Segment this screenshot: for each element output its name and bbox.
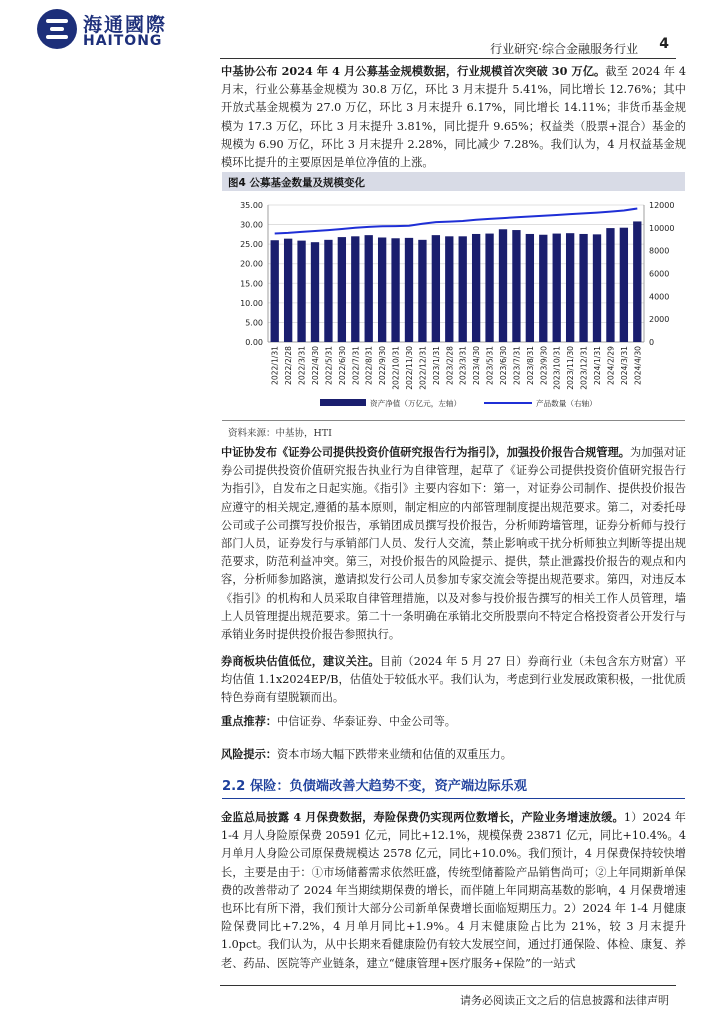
bar [485, 234, 493, 342]
x-tick-label: 2024/4/30 [633, 346, 643, 385]
x-tick-label: 2023/2/28 [445, 346, 455, 385]
bar [459, 236, 467, 342]
y-tick-label-left: 35.00 [240, 201, 263, 210]
x-tick-label: 2023/8/31 [525, 346, 535, 385]
y-tick-label-right: 8000 [649, 246, 670, 256]
footer-disclaimer: 请务必阅读正文之后的信息披露和法律声明 [460, 994, 669, 1007]
bar [472, 234, 480, 342]
bar [324, 240, 332, 342]
legend-label-line: 产品数量（右轴） [536, 399, 597, 408]
paragraph-risk [221, 745, 686, 764]
logo-english-text: HAITONG [83, 33, 163, 49]
header-title: 行业研究·综合金融服务行业 [490, 42, 638, 56]
x-tick-label: 2022/2/28 [284, 346, 294, 385]
logo-chinese-text: 海通國際 [83, 14, 168, 36]
page-number: 4 [659, 36, 669, 52]
bar [405, 238, 413, 342]
bar [512, 230, 520, 342]
bar [633, 221, 641, 342]
bar [365, 235, 373, 342]
section-heading [222, 775, 685, 797]
bar [499, 229, 507, 342]
x-tick-label: 2022/9/30 [378, 346, 388, 385]
paragraph-recommendation [221, 712, 686, 731]
y-tick-label-right: 6000 [649, 269, 670, 279]
header-divider [220, 58, 676, 59]
legend-label-bar: 资产净值（万亿元，左轴） [370, 399, 462, 408]
fund-scale-chart [222, 192, 685, 418]
bar [445, 236, 453, 342]
x-tick-label: 2023/12/31 [579, 346, 589, 390]
figure-source: 资料来源：中基协，HTI [228, 428, 332, 439]
paragraph-body: 中信证券、华泰证券、中金公司等。 [276, 715, 456, 728]
bar [526, 234, 534, 342]
bar [593, 234, 601, 342]
figure-title: 图4 公募基金数量及规模变化 [228, 177, 365, 189]
x-tick-label: 2022/8/31 [364, 346, 374, 385]
paragraph-research-guideline [221, 443, 686, 644]
bar [338, 237, 346, 342]
paragraph-lead: 券商板块估值低位，建议关注。 [221, 654, 380, 668]
x-tick-label: 2023/3/31 [458, 346, 468, 385]
x-tick-label: 2024/1/31 [593, 346, 602, 385]
y-tick-label-left: 10.00 [240, 298, 263, 308]
x-tick-label: 2023/7/31 [512, 346, 522, 385]
bar [553, 234, 561, 342]
paragraph-lead: 中证协发布《证券公司提供投资价值研究报告行为指引》，加强投价报告合规管理。 [221, 445, 630, 459]
y-tick-label-right: 10000 [649, 223, 675, 233]
bar [539, 235, 547, 342]
bar [311, 242, 319, 342]
y-tick-label-left: 20.00 [240, 259, 263, 269]
x-tick-label: 2023/11/30 [566, 346, 576, 390]
x-tick-label: 2022/11/30 [405, 346, 414, 390]
bar [378, 237, 386, 342]
y-tick-label-right: 0 [649, 338, 655, 347]
y-tick-label-left: 30.00 [240, 220, 263, 230]
paragraph-valuation [221, 652, 686, 708]
x-tick-label: 2022/10/31 [391, 346, 401, 390]
x-tick-label: 2024/3/31 [619, 346, 629, 385]
bar [418, 240, 426, 342]
x-tick-label: 2022/12/31 [418, 346, 428, 390]
y-tick-label-left: 0.00 [245, 338, 263, 347]
x-tick-label: 2022/5/31 [324, 346, 334, 385]
bar [297, 241, 305, 342]
source-divider [222, 420, 685, 421]
section-divider [222, 798, 685, 799]
bar [432, 235, 440, 342]
x-tick-label: 2022/6/30 [337, 346, 347, 385]
paragraph-fund-scale [221, 62, 686, 172]
y-tick-label-left: 5.00 [245, 318, 263, 328]
paragraph-body: 目前（2024 年 5 月 27 日）券商行业（未包含东方财富）平均估值 1.1x2024EP/B，估值处于较低水平。我们认为，考虑到行业发展政策积极，一批优质特色券商有望脱颖而出。 [221, 655, 686, 705]
bar [579, 234, 587, 342]
y-tick-label-right: 2000 [649, 315, 670, 325]
x-tick-label: 2022/1/31 [270, 346, 280, 385]
legend-swatch-bar [320, 399, 366, 406]
x-tick-label: 2023/4/30 [472, 346, 482, 385]
x-tick-label: 2023/10/31 [552, 346, 562, 390]
paragraph-body: 截至 2024 年 4 月末，行业公募基金规模为 30.8 万亿，环比 3 月末提升 5.41%，同比增长 12.76%；其中开放式基金规模为 27.0 万亿，环比 3 月末提升 6.17%，同比增长 14.11%；非货币基金规模为 17.3 万亿，环比 3 月末提升 3.81%，同比提升 9.65%；权益类（股票+混合）基金的规模为 6.90 万亿，环比 3 月末提升 2.28%，同比减少 7.28%。我们认为，4 月权益基金规模环比提升的主要原因是单位净值的上涨。 [221, 65, 686, 170]
bar [606, 228, 614, 342]
haitong-logo-icon [37, 9, 77, 49]
x-tick-label: 2024/2/29 [606, 346, 616, 385]
x-tick-label: 2022/3/31 [297, 346, 307, 385]
paragraph-lead: 风险提示： [221, 747, 277, 761]
series-line [275, 209, 638, 234]
x-tick-label: 2022/4/30 [311, 346, 320, 385]
paragraph-lead: 中基协公布 2024 年 4 月公募基金规模数据，行业规模首次突破 30 万亿。 [221, 64, 606, 78]
y-tick-label-left: 25.00 [240, 240, 263, 250]
section-heading-text: 2.2 保险：负债端改善大趋势不变，资产端边际乐观 [222, 779, 527, 794]
x-tick-label: 2023/1/31 [431, 346, 441, 385]
footer-divider [220, 985, 676, 986]
paragraph-body: 资本市场大幅下跌带来业绩和估值的双重压力。 [276, 748, 512, 761]
bar [271, 240, 279, 342]
bar [284, 239, 292, 342]
x-tick-label: 2023/6/30 [499, 346, 508, 385]
bar [351, 236, 359, 342]
bar [620, 228, 628, 342]
x-tick-label: 2022/7/31 [351, 346, 361, 385]
x-tick-label: 2023/9/30 [539, 346, 549, 385]
paragraph-lead: 金监总局披露 4 月保费数据，寿险保费仍实现两位数增长，产险业务增速放缓。 [221, 810, 624, 824]
paragraph-body: 为加强对证券公司提供投资价值研究报告执业行为自律管理，起草了《证券公司提供投资价值研究报告行为指引》，自发布之日起实施。《指引》主要内容如下：第一，对证券公司制作、提供投价报告应遵守的相关规定,遵循的基本原则，制定相应的内部管理制度提出规范要求。第二，对委托母公司或子公司撰写投价报告，承销团成员撰写投价报告，分析师跨墙管理，证券分析师与投行部门人员，证券发行与承销部门人员、发行人交流，禁止影响或干扰分析师独立判断等提出规范要求，防范利益冲突。第三，对投价报告的风险提示、提供，禁止泄露投价报告的观点和内容，分析师参加路演，邀请拟发行公司人员参加专家交流会等提出规范要求。第四，对违反本《指引》的机构和人员采取自律管理措施，以及对参与投价报告撰写的相关工作人员管理，墙上人员管理提出规范要求。第二十一条明确在承销北交所股票向不特定合格投资者公开发行与承销业务时提供投价报告参照执行。 [221, 446, 686, 642]
bar [391, 238, 399, 342]
y-tick-label-right: 4000 [649, 292, 670, 302]
paragraph-lead: 重点推荐： [221, 714, 277, 728]
y-tick-label-right: 12000 [649, 201, 675, 210]
y-tick-label-left: 15.00 [240, 279, 263, 289]
paragraph-insurance [221, 808, 686, 973]
haitong-logo [37, 9, 197, 49]
x-tick-label: 2023/5/31 [485, 346, 495, 385]
paragraph-body: 1）2024 年 1-4 月人身险原保费 20591 亿元，同比+12.1%，规模保费 23871 亿元，同比+10.4%。4 月单月人身险公司原保费规模达 2578 亿元，同比+10.0%。我们预计，4 月保费保持较快增长，主要是由于：①市场储蓄需求依然旺盛，传统型储蓄险产品销售尚可；②上年同期新单保费的改善带动了 2024 年当期续期保费的增长，而伴随上年同期高基数的影响，4 月保费增速也环比有所下滑，我们预计大部分公司新单保费增长面临短期压力。2）2024 年 1-4 月健康险保费同比+7.2%，4 月单月同比+1.9%。4 月末健康险占比为 21%，较 3 月末提升 1.0pct。我们认为，从中长期来看健康险仍有较大发展空间，通过打通保险、体检、康复、养老、药品、医院等产业链条，建立“健康管理+医疗服务+保险”的一站式 [221, 811, 686, 970]
bar [566, 233, 574, 342]
